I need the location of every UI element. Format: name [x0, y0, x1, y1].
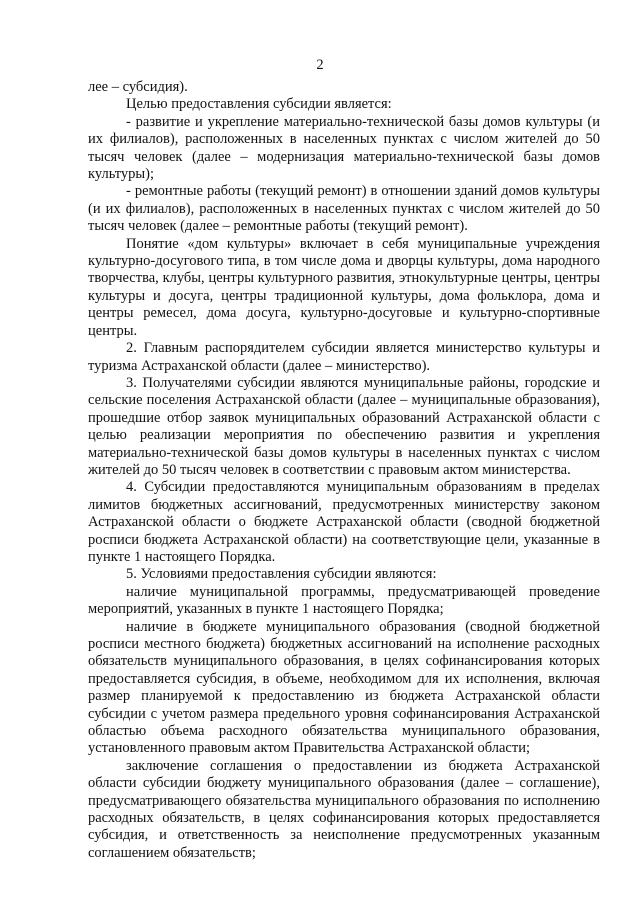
- paragraph-2: Целью предоставления субсидии является:: [126, 96, 392, 113]
- paragraph-3: - развитие и укрепление материально-технической базы домов культуры (и их филиалов), расположенных в населенных пунктах с числом жителей до 50 тысяч человек (далее – модернизация материально-технической базы домов культуры);: [88, 113, 600, 183]
- paragraph-8: 4. Субсидии предоставляются муниципальным образованиям в пределах лимитов бюджетных ассигнований, предусмотренных министерству законом Астраханской области о бюджете Астраханской области (сводной бюджетной росписи бюджета Астраханской области) на соответствующие цели, указанные в пункте 1 настоящего Порядка.: [88, 479, 600, 565]
- paragraph-5: Понятие «дом культуры» включает в себя муниципальные учреждения культурно-досугового типа, в том числе дома и дворцы культуры, дома народного творчества, клубы, центры культурного развития, этнокультурные центры, центры культуры и досуга, центры традиционной культуры, дома фольклора, дома и центры ремесел, дома досуга, культурно-досуговые и культурно-спортивные центры.: [88, 235, 600, 339]
- paragraph-9: 5. Условиями предоставления субсидии являются:: [126, 566, 437, 583]
- paragraph-4: - ремонтные работы (текущий ремонт) в отношении зданий домов культуры (и их филиалов), расположенных в населенных пунктах с числом жителей до 50 тысяч человек (далее – ремонтные работы (текущий ремонт).: [88, 183, 600, 235]
- paragraph-1: лее – субсидия).: [88, 79, 188, 95]
- paragraph-10: наличие муниципальной программы, предусматривающей проведение мероприятий, указанных в пункте 1 настоящего Порядка;: [88, 583, 600, 618]
- paragraph-11: наличие в бюджете муниципального образования (сводной бюджетной росписи местного бюджета) бюджетных ассигнований на исполнение расходных обязательств муниципального образования, в целях софинансирования которых предоставляется субсидия, в объеме, необходимом для их исполнения, включая размер планируемой к предоставлению из бюджета Астраханской области субсидии с учетом размера предельного уровня софинансирования Астраханской областью объема расходного обязательства муниципального образования, установленного правовым актом Правительства Астраханской области;: [88, 618, 600, 757]
- body-text: [88, 79, 600, 862]
- paragraph-7: 3. Получателями субсидии являются муниципальные районы, городские и сельские поселения Астраханской области (далее – муниципальные образования), прошедшие отбор заявок муниципальных образований Астраханской области с целью реализации мероприятия по обеспечению развития и укрепления материально-технической базы домов культуры в населенных пунктах с числом жителей до 50 тысяч человек в соответствии с правовым актом министерства.: [88, 374, 600, 478]
- page-number: 2: [316, 57, 324, 73]
- paragraph-6: 2. Главным распорядителем субсидии является министерство культуры и туризма Астраханской области (далее – министерство).: [88, 340, 600, 374]
- paragraph-12: заключение соглашения о предоставлении из бюджета Астраханской области субсидии бюджету муниципального образования (далее – соглашение), предусматривающего обязательства муниципального образования по исполнению расходных обязательств, в целях софинансирования которых предоставляется субсидия, и ответственность за неисполнение предусмотренных указанным соглашением обязательств;: [88, 757, 600, 861]
